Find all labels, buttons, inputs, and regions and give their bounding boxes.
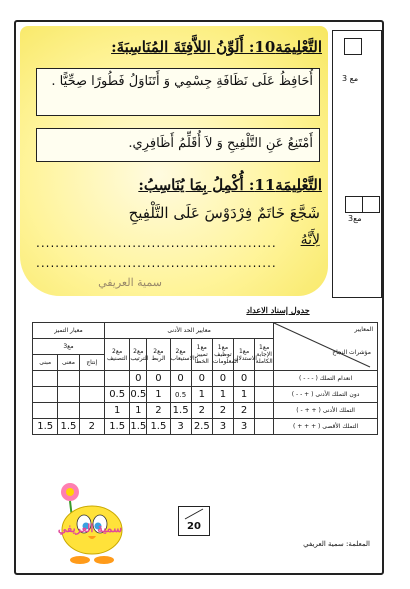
col-min-4: مع1 تمييز الخطأ xyxy=(191,339,212,371)
criteria-label: المعايير xyxy=(354,326,373,333)
group-min: معايير الحد الأدنى xyxy=(104,323,273,339)
row-label: دون التملك الأدنى ( + - - ) xyxy=(274,387,378,403)
cell: 0 xyxy=(170,371,191,387)
score-box-1[interactable] xyxy=(344,38,362,55)
cell: 3 xyxy=(170,419,191,435)
cell: 3 xyxy=(212,419,233,435)
score-box-2b[interactable] xyxy=(362,196,380,213)
cell xyxy=(104,371,129,387)
col-exc-2: معنى xyxy=(58,355,79,371)
table-row xyxy=(33,403,378,419)
cell: 1 xyxy=(234,387,255,403)
cell xyxy=(58,403,79,419)
cell: 0 xyxy=(212,371,233,387)
col-min-6: مع2 الربط xyxy=(147,339,170,371)
score-box-2a[interactable] xyxy=(345,196,363,213)
col-min-8: مع2 التصنيف xyxy=(104,339,129,371)
cell xyxy=(58,371,79,387)
instruction10-title: التَّعْلِيمَة10: أَلَوِّنُ اللاَّفِتَةَ المُنَاسِبَةَ: xyxy=(111,38,322,56)
cell: 1 xyxy=(130,403,147,419)
fraction-line xyxy=(179,507,209,521)
cell: 1.5 xyxy=(147,419,170,435)
table-row xyxy=(33,371,378,387)
col-min-1: مع1 الإجابة الكاملة xyxy=(255,339,274,371)
score-label-1: مع 3 xyxy=(342,74,359,83)
option1-box[interactable]: أُحَافِظُ عَلَى نَظَافَةِ جِسْمِي وَ أَتَنَاوَلُ فَطُورًا صِحِّيًّا . xyxy=(36,68,320,116)
cell: 2 xyxy=(147,403,170,419)
page-number-box xyxy=(178,506,210,536)
cell: 0.5 xyxy=(104,387,129,403)
indicators-label: مؤشرات النجاح xyxy=(332,349,371,356)
cell: 2 xyxy=(234,403,255,419)
watermark: سمية العريفي xyxy=(98,276,162,289)
row-label: التملك الأدنى ( + + - ) xyxy=(274,403,378,419)
cell xyxy=(79,387,104,403)
col-min-2: مع1 الاستدلال xyxy=(234,339,255,371)
group-excellence: معيار التميز xyxy=(33,323,105,339)
score-label-2: مع3 xyxy=(348,214,362,223)
score-column xyxy=(332,30,382,298)
cell xyxy=(33,371,58,387)
cell: 0 xyxy=(191,371,212,387)
cell: 1 xyxy=(147,387,170,403)
cell: 1.5 xyxy=(58,419,79,435)
cell: 0.5 xyxy=(170,387,191,403)
page-number: 20 xyxy=(187,521,201,532)
col-min-5: مع2 الاستيعاب xyxy=(170,339,191,371)
cell: 1.5 xyxy=(104,419,129,435)
cell: 2 xyxy=(212,403,233,419)
sub-excellence: مع3 xyxy=(33,339,105,355)
cell: 0.5 xyxy=(130,387,147,403)
cell: 2 xyxy=(79,419,104,435)
instruction11-sentence: شَجَّعَ خَاتَمٌ فِرْدَوْسَ عَلَى التَّلْفِيحِ xyxy=(128,204,320,222)
cell: 1 xyxy=(191,387,212,403)
cell: 1 xyxy=(212,387,233,403)
answer-line-2[interactable]: .................................................. xyxy=(36,256,277,270)
table-row xyxy=(33,419,378,435)
cell xyxy=(79,403,104,419)
cell xyxy=(33,403,58,419)
logo-text: سمية العريفي xyxy=(57,522,123,535)
col-min-3: مع1 توظيف المعلومات xyxy=(212,339,233,371)
col-exc-1: إنتاج xyxy=(79,355,104,371)
cell: 3 xyxy=(234,419,255,435)
criteria-header xyxy=(274,323,378,371)
cell xyxy=(58,387,79,403)
row-label: انعدام التملك ( - - - ) xyxy=(274,371,378,387)
instruction11-title: التَّعْلِيمَة11: أُكْمِلُ بِمَا يُنَاسِبُ: xyxy=(138,176,322,194)
option2-box[interactable]: أَمْتَنِعُ عَنِ التَّلْفِيحِ وَ لاَ أُقَلِّمُ أَظَافِرِي. xyxy=(36,128,320,162)
cell: 0 xyxy=(147,371,170,387)
table-caption: جدول إسناد الاعداد xyxy=(246,305,310,315)
answer-line-1[interactable]: .................................................. xyxy=(36,236,277,250)
grading-table xyxy=(32,322,378,435)
cell: 2 xyxy=(191,403,212,419)
because-label: لِأَنَّهُ xyxy=(300,232,320,248)
cell: 1.5 xyxy=(130,419,147,435)
table-row xyxy=(33,387,378,403)
cell: 0 xyxy=(234,371,255,387)
cell xyxy=(79,371,104,387)
cell: 0 xyxy=(130,371,147,387)
row-label: التملك الأقصى ( + + + ) xyxy=(274,419,378,435)
cell: 1.5 xyxy=(170,403,191,419)
col-min-7: مع2 الترتيب xyxy=(130,339,147,371)
cell xyxy=(33,387,58,403)
cell: 1 xyxy=(104,403,129,419)
cell: 2.5 xyxy=(191,419,212,435)
col-exc-3: مبنى xyxy=(33,355,58,371)
footer-teacher: المعلمة: سمية العريفي xyxy=(303,540,370,548)
cell: 1.5 xyxy=(33,419,58,435)
